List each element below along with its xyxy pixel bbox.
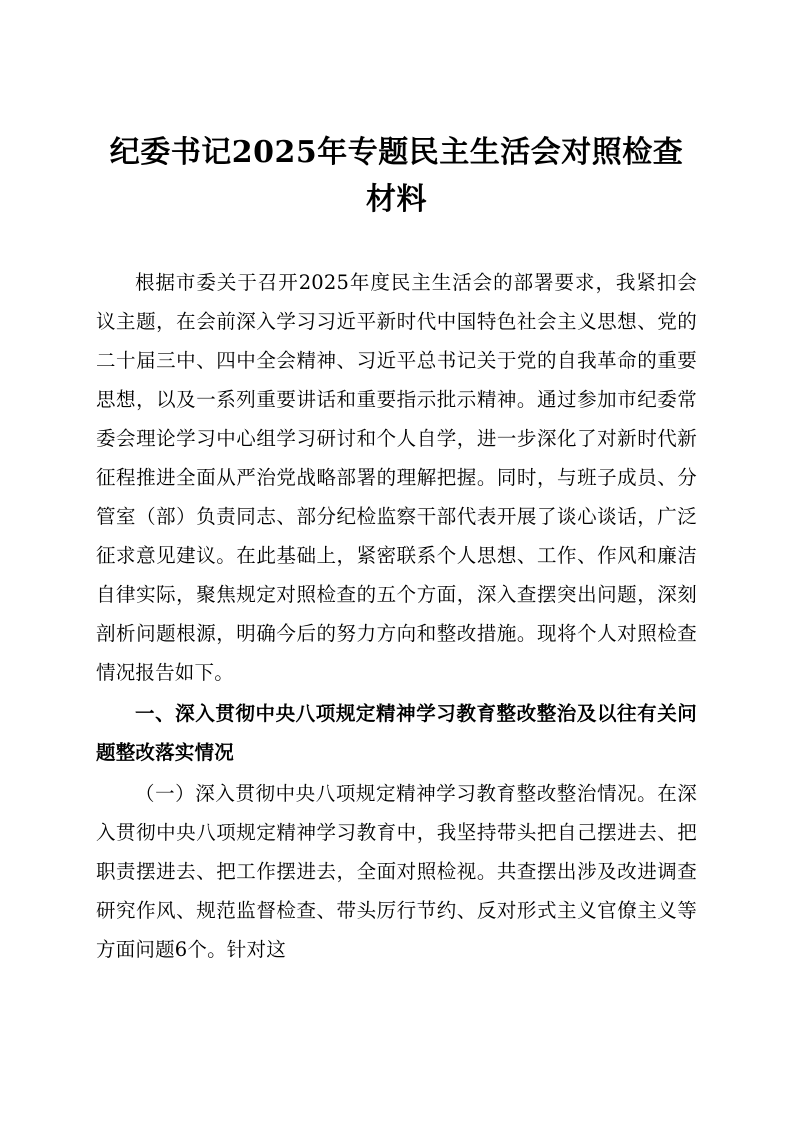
paragraph-section-one-a: （一）深入贯彻中央八项规定精神学习教育整改整治情况。在深入贯彻中央八项规定精神学习教育中，我坚持带头把自己摆进去、把职责摆进去、把工作摆进去，全面对照检视。共查摆出涉及改进调查研究作风、规范监督检查、带头厉行节约、反对形式主义官僚主义等方面问题6个。针对这 [96, 782, 697, 961]
paragraph-intro: 根据市委关于召开2025年度民主生活会的部署要求，我紧扣会议主题，在会前深入学习习近平新时代中国特色社会主义思想、党的二十届三中、四中全会精神、习近平总书记关于党的自我革命的重要思想，以及一系列重要讲话和重要指示批示精神。通过参加市纪委常委会理论学习中心组学习研讨和个人自学，进一步深化了对新时代新征程推进全面从严治党战略部署的理解把握。同时，与班子成员、分管室（部）负责同志、部分纪检监察干部代表开展了谈心谈话，广泛征求意见建议。在此基础上，紧密联系个人思想、工作、作风和廉洁自律实际，聚焦规定对照检查的五个方面，深入查摆突出问题，深刻剖析问题根源，明确今后的努力方向和整改措施。现将个人对照检查情况报告如下。 [96, 271, 697, 684]
page-title: 纪委书记2025年专题民主生活会对照检查材料 [109, 135, 684, 217]
section-heading-one: 一、深入贯彻中央八项规定精神学习教育整改整治及以往有关问题整改落实情况 [96, 702, 697, 764]
